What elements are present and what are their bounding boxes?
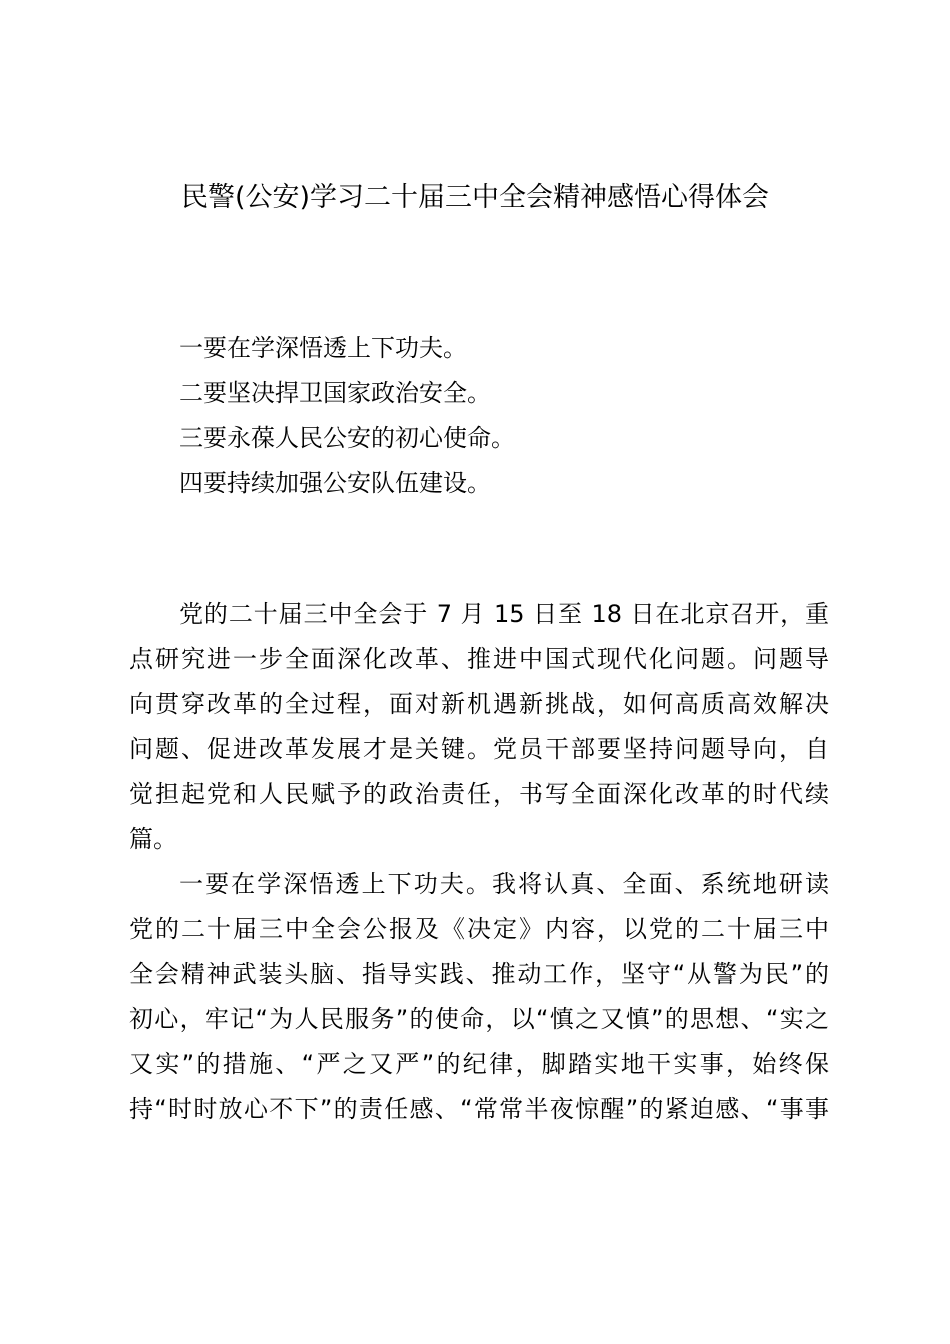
body-paragraph [129, 862, 829, 1132]
paragraph-line: 篇。 [129, 825, 177, 853]
paragraph-line: 党的二十届三中全会于 7 月 15 日至 18 日在北京召开，重 [179, 600, 829, 628]
outline-item: 三要永葆人民公安的初心使命。 [179, 424, 515, 452]
paragraph-line: 持“时时放心不下”的责任感、“常常半夜惊醒”的紧迫感、“事事 [129, 1095, 829, 1123]
paragraph-line: 党的二十届三中全会公报及《决定》内容，以党的二十届三中 [129, 915, 829, 943]
paragraph-line: 问题、促进改革发展才是关键。党员干部要坚持问题导向，自 [129, 735, 829, 763]
outline-list [179, 326, 515, 506]
outline-item: 一要在学深悟透上下功夫。 [179, 334, 467, 362]
paragraph-line: 觉担起党和人民赋予的政治责任，书写全面深化改革的时代续 [129, 780, 829, 808]
body-paragraph [129, 592, 829, 862]
paragraph-line: 一要在学深悟透上下功夫。我将认真、全面、系统地研读 [179, 870, 829, 898]
paragraph-line: 又实”的措施、“严之又严”的纪律，脚踏实地干实事，始终保 [129, 1050, 829, 1078]
paragraph-line: 点研究进一步全面深化改革、推进中国式现代化问题。问题导 [129, 645, 829, 673]
outline-item: 四要持续加强公安队伍建设。 [179, 469, 491, 497]
document-title: 民警(公安)学习二十届三中全会精神感悟心得体会 [180, 182, 770, 213]
paragraph-line: 初心，牢记“为人民服务”的使命，以“慎之又慎”的思想、“实之 [129, 1005, 829, 1033]
paragraph-line: 向贯穿改革的全过程，面对新机遇新挑战，如何高质高效解决 [129, 690, 829, 718]
paragraph-line: 全会精神武装头脑、指导实践、推动工作，坚守“从警为民”的 [129, 960, 829, 988]
outline-item: 二要坚决捍卫国家政治安全。 [179, 379, 491, 407]
document-body [129, 592, 829, 1132]
